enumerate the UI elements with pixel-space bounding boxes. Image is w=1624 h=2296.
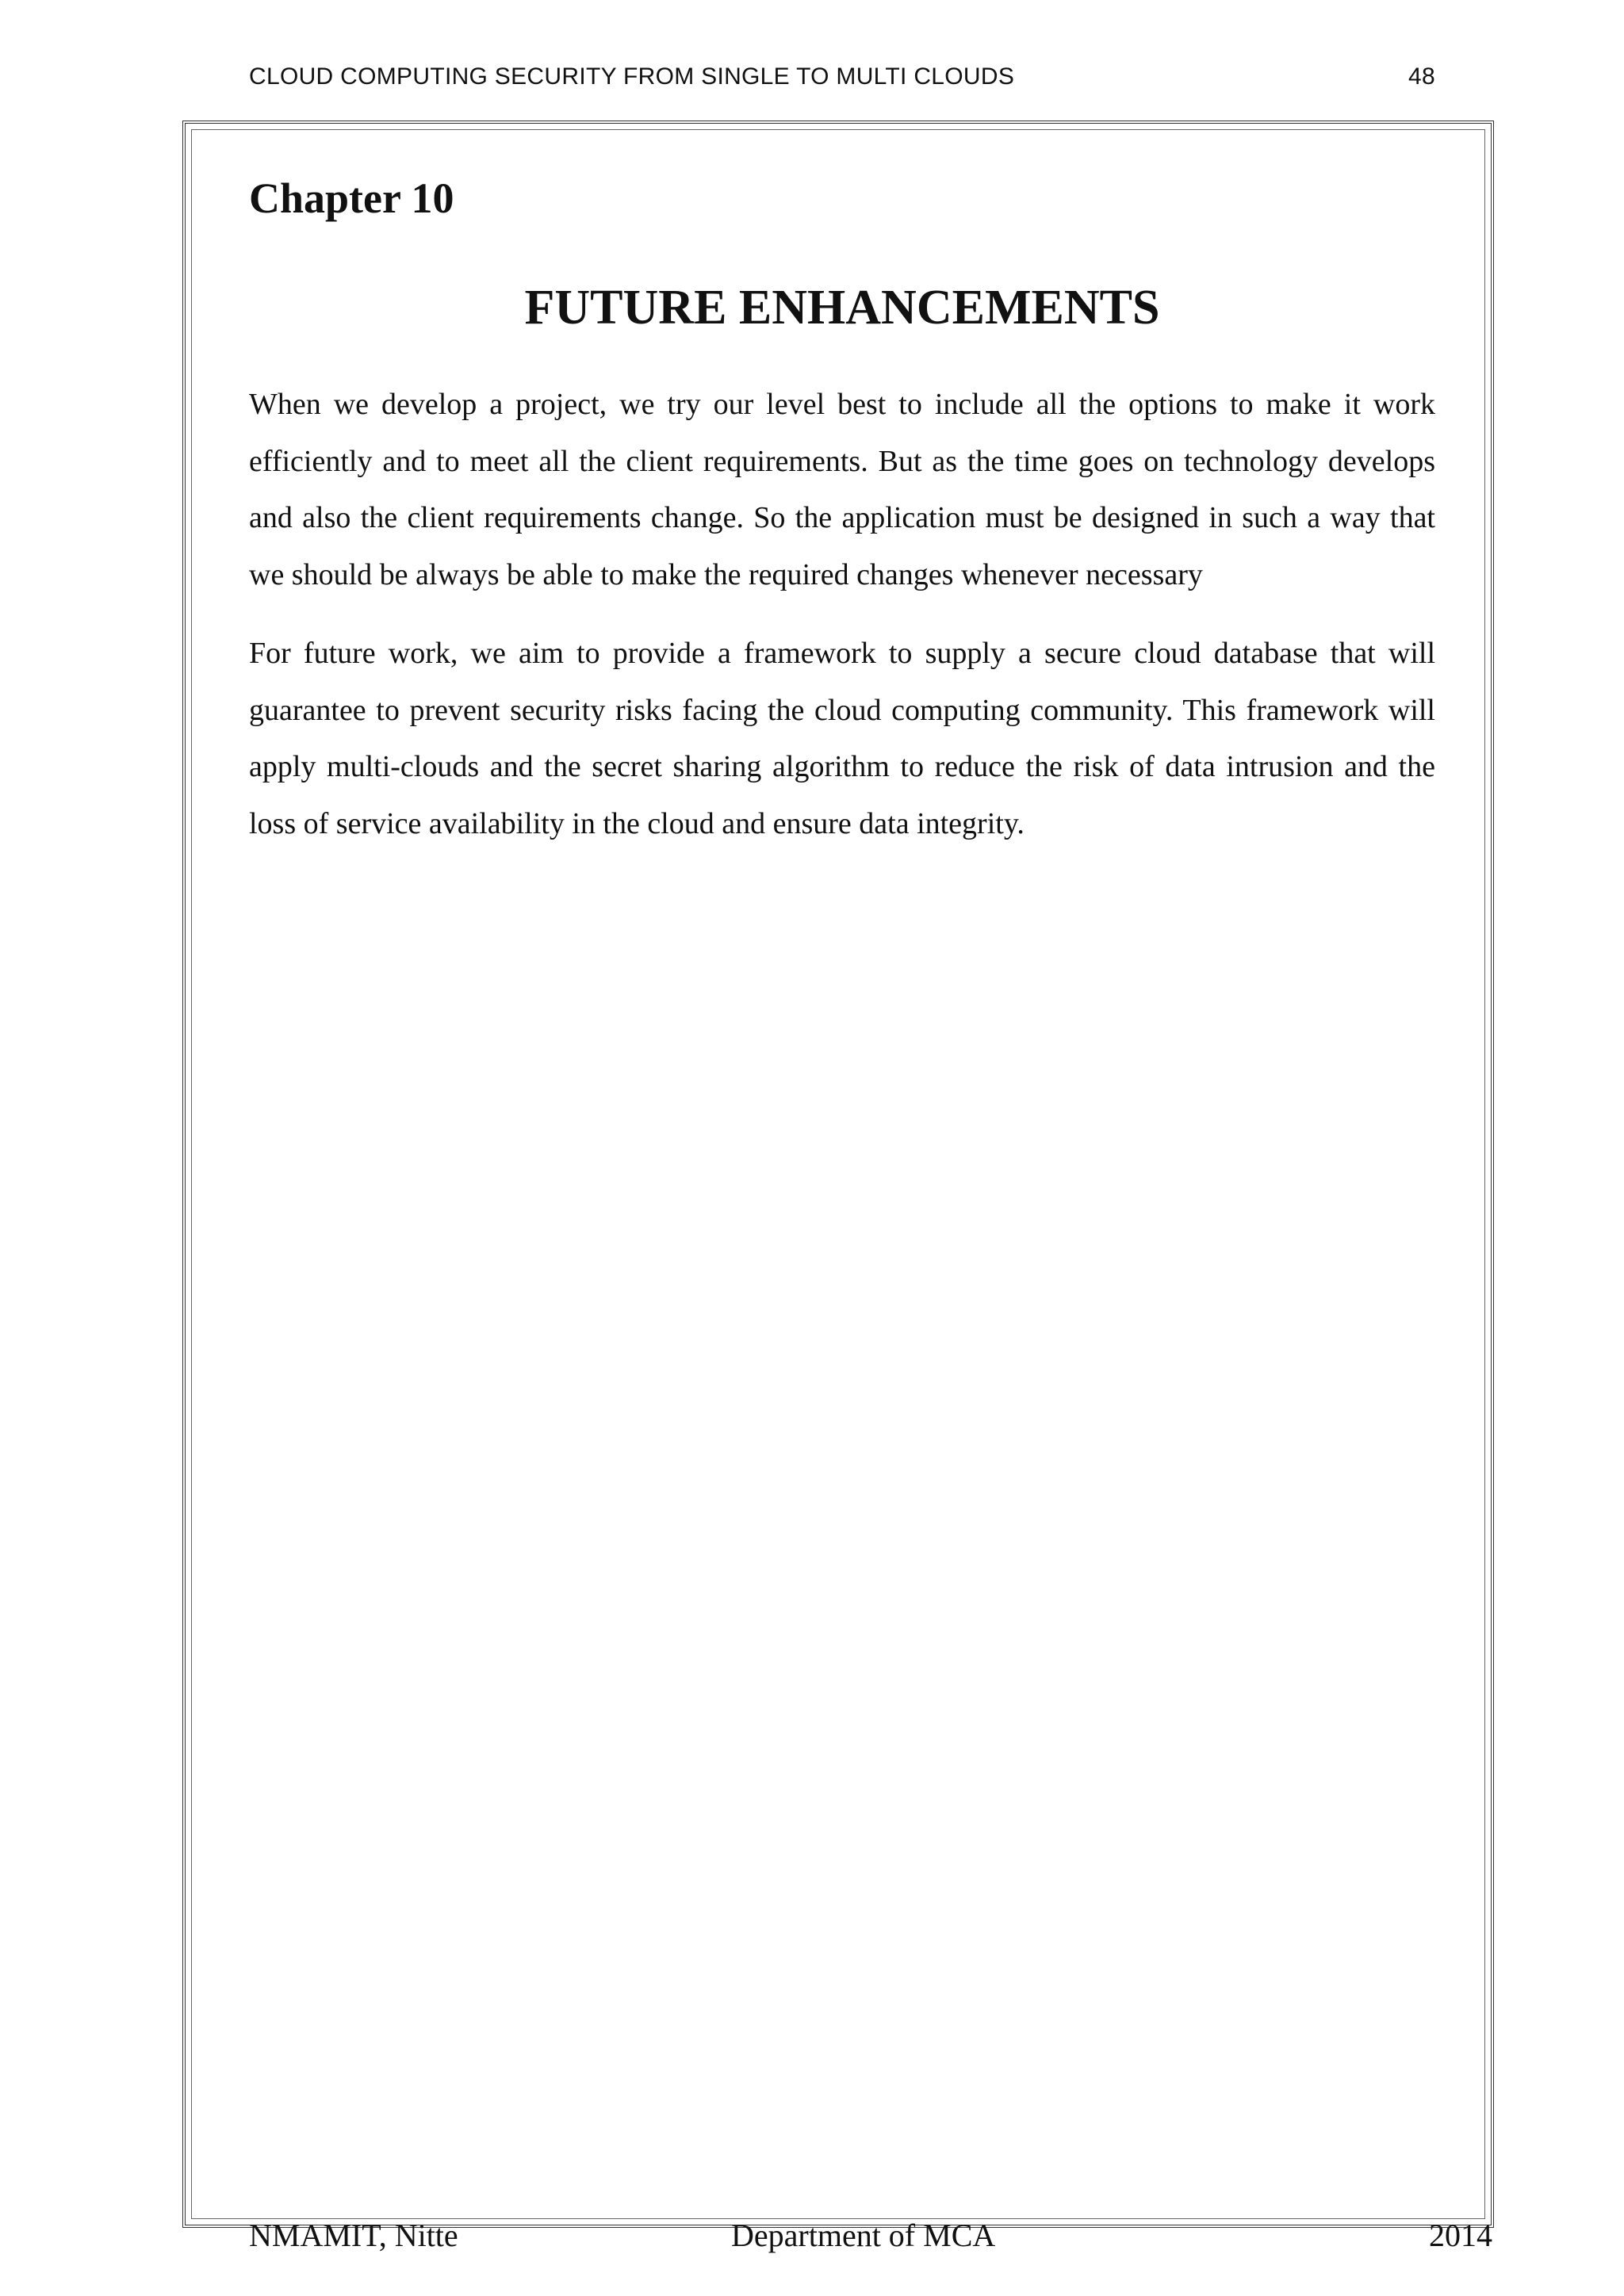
footer-year: 2014 [1429, 2218, 1492, 2253]
chapter-label: Chapter 10 [249, 174, 454, 222]
page-content [249, 159, 1435, 852]
page-number: 48 [1408, 63, 1435, 90]
body-paragraph: When we develop a project, we try our level best to include all the options to make it work efficiently and to meet all the client requirements. But as the time goes on technology develops and also the client requirements change. So the application must be designed in such a way that we should be always be able to make the required changes whenever necessary [249, 388, 1435, 591]
running-header [249, 57, 1435, 97]
document-title: CLOUD COMPUTING SECURITY FROM SINGLE TO MULTI CLOUDS [249, 63, 1015, 90]
page-footer [249, 2212, 1492, 2260]
footer-department: Department of MCA [731, 2218, 996, 2253]
footer-institution: NMAMIT, Nitte [249, 2218, 458, 2253]
body-paragraph: For future work, we aim to provide a framework to supply a secure cloud database that will guarantee to prevent security risks facing the cloud computing community. This framework will apply multi-clouds and the secret sharing algorithm to reduce the risk of data intrusion and the loss of service availability in the cloud and ensure data integrity. [249, 637, 1435, 840]
section-title: FUTURE ENHANCEMENTS [524, 280, 1160, 335]
